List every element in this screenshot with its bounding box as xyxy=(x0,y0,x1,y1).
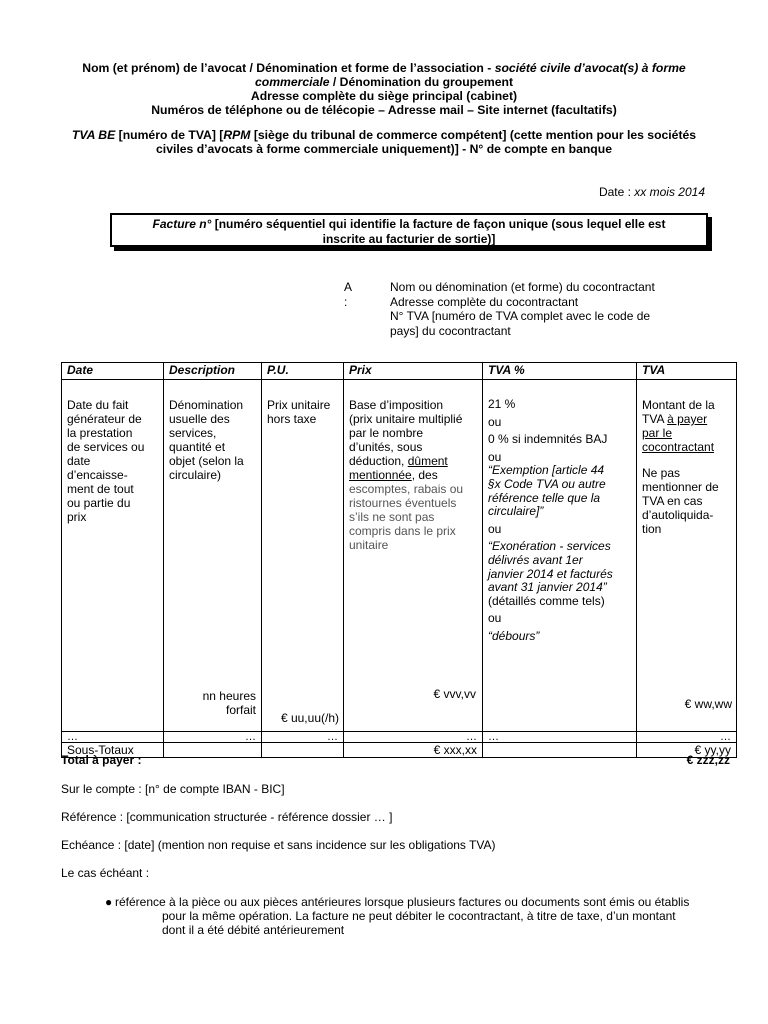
cell-text: date xyxy=(67,454,91,468)
col-header-date: Date xyxy=(62,363,164,380)
invoice-date xyxy=(599,185,705,199)
cell-text: d’unités, sous xyxy=(349,440,423,454)
cell-text: Dénomination xyxy=(169,398,244,412)
cell-text: mentionnée xyxy=(349,468,412,482)
date-value: xx mois 2014 xyxy=(634,185,705,199)
header-text: TVA BE xyxy=(71,128,116,142)
cell-text: Date du fait xyxy=(67,398,129,412)
cell-text: (prix unitaire multiplié xyxy=(349,412,463,426)
cell-dots: … xyxy=(344,732,483,743)
cell-text: de services ou xyxy=(67,440,145,454)
bullet-text: référence à la pièce ou aux pièces antérieures lorsque plusieurs factures ou documents sont émis ou établis xyxy=(115,895,690,909)
cell-text: mentionner de xyxy=(642,480,719,494)
col-header-tva: TVA xyxy=(637,363,737,380)
cell-text: objet (selon la xyxy=(169,454,244,468)
cell-text: Base d’imposition xyxy=(349,398,444,412)
cell-text: janvier 2014 et facturés xyxy=(488,566,613,581)
cell-text: TVA en cas xyxy=(642,494,703,508)
cell-dots: … xyxy=(483,732,637,743)
header-text: commerciale xyxy=(254,75,330,89)
cell-text: §x Code TVA ou autre xyxy=(488,476,606,491)
cell-dots: … xyxy=(262,732,344,743)
cell-text: escomptes, rabais ou xyxy=(349,482,464,496)
cell-text: ou partie du xyxy=(67,496,131,510)
col-header-pu: P.U. xyxy=(262,363,344,380)
cell-dots: … xyxy=(164,732,262,743)
cell-text: 0 % si indemnités BAJ xyxy=(488,432,608,447)
cell-text: 21 % xyxy=(488,397,516,411)
cell-description xyxy=(164,380,262,732)
cell-text: cocontractant xyxy=(642,440,715,454)
cell-date xyxy=(62,380,164,732)
cell-text: avant 31 janvier 2014” xyxy=(488,580,607,595)
header-text: civiles d’avocats à forme commerciale uniquement)] - N° de compte en banque xyxy=(156,142,612,156)
cell-prix xyxy=(344,380,483,732)
col-header-description: Description xyxy=(164,363,262,380)
header-address: Adresse complète du siège principal (cabinet) xyxy=(250,89,518,103)
cell-text: compris dans le prix xyxy=(349,524,456,538)
subtotal-label: Sous-Totaux xyxy=(62,743,164,758)
cell-text: circulaire) xyxy=(169,468,222,482)
invoice-number-box xyxy=(110,213,708,247)
cell-text: ristournes éventuels xyxy=(349,496,457,510)
table-row xyxy=(62,380,737,732)
cell-text: Prix unitaire xyxy=(267,398,331,412)
cell-text: ou xyxy=(488,521,502,536)
cell-text: circulaire]” xyxy=(488,504,544,519)
cell-tva-pct xyxy=(483,380,637,732)
cell-text: d’autoliquida- xyxy=(642,508,714,522)
bullet-icon: ● xyxy=(105,895,113,909)
recipient-line: Nom ou dénomination (et forme) du cocontractant xyxy=(390,280,655,294)
quantity-text xyxy=(203,689,256,717)
cell-text: prix xyxy=(67,510,87,524)
vat-header xyxy=(40,128,728,156)
header-text: RPM xyxy=(223,128,251,142)
cell-text: tion xyxy=(642,522,662,536)
cell-text: Ne pas xyxy=(642,466,681,480)
cell-text: ou xyxy=(488,611,502,626)
sender-header xyxy=(40,61,728,117)
table-header-row xyxy=(62,363,737,380)
subtotal-row xyxy=(62,743,737,758)
header-text: Nom (et prénom) de l’avocat / Dénomination et forme de l’association - xyxy=(82,61,495,75)
total-label: Total à payer : xyxy=(61,753,142,767)
unit-price-value: € uu,uu(/h) xyxy=(280,711,339,725)
cell-text: Montant de la xyxy=(642,398,715,412)
cell-text: , des xyxy=(411,468,438,482)
recipient-line: Adresse complète du cocontractant xyxy=(390,294,579,309)
header-contact: Numéros de téléphone ou de télécopie – Adresse mail – Site internet (facultatifs) xyxy=(151,103,617,117)
invoice-number-label: Facture n° xyxy=(152,217,212,231)
total-value: € zzz,zz xyxy=(686,753,730,767)
cell-text: services, xyxy=(169,426,217,440)
invoice-number-text: inscrite au facturier de sortie)] xyxy=(322,232,496,246)
subtotal-prix: € xxx,xx xyxy=(344,743,483,758)
invoice-number-text: [numéro séquentiel qui identifie la facture de façon unique (sous lequel elle est xyxy=(211,217,666,231)
price-value: € vvv,vv xyxy=(433,687,476,701)
cell-text: “Exonération - services xyxy=(488,539,611,554)
cell-empty xyxy=(164,743,262,758)
recipient-label: A : xyxy=(344,280,352,309)
cell-dots: … xyxy=(637,732,737,743)
cell-text: “Exemption [article 44 xyxy=(488,463,605,478)
cell-text: par le nombre xyxy=(349,426,424,440)
cell-text: la prestation xyxy=(67,426,133,440)
bullet-text: dont il a été débité antérieurement xyxy=(162,923,345,937)
reference-line: Référence : [communication structurée - référence dossier … ] xyxy=(61,810,393,824)
header-text: / Dénomination du groupement xyxy=(329,75,514,89)
cell-text: quantité et xyxy=(169,440,226,454)
cell-text: ou xyxy=(488,449,502,464)
cell-dots: … xyxy=(62,732,164,743)
col-header-prix: Prix xyxy=(344,363,483,380)
header-text: [siège du tribunal de commerce compétent] (cette mention pour les sociétés xyxy=(250,128,697,142)
cell-text: ou xyxy=(488,414,502,429)
cell-text: (détaillés comme tels) xyxy=(488,593,605,608)
col-header-tva-pct: TVA % xyxy=(483,363,637,380)
cell-text: délivrés avant 1er xyxy=(488,552,583,567)
cell-text: s’ils ne sont pas xyxy=(349,510,435,524)
recipient-line: pays] du cocontractant xyxy=(390,323,511,338)
table-row xyxy=(62,732,737,743)
date-label: Date : xyxy=(598,185,635,199)
cell-text: référence telle que la xyxy=(488,490,601,505)
cell-text: dûment xyxy=(407,454,448,468)
bullet-text: pour la même opération. La facture ne peut débiter le cocontractant, à titre de taxe, d’un montant xyxy=(162,909,676,923)
cell-empty xyxy=(262,743,344,758)
cell-text: usuelle des xyxy=(169,412,230,426)
cell-text: déduction, xyxy=(349,454,408,468)
cell-text: par le xyxy=(642,426,673,440)
due-date-line: Echéance : [date] (mention non requise et sans incidence sur les obligations TVA) xyxy=(61,838,496,852)
cell-text: ment de tout xyxy=(67,482,134,496)
cell-text: à payer xyxy=(667,412,708,426)
cell-empty xyxy=(483,743,637,758)
account-line: Sur le compte : [n° de compte IBAN - BIC] xyxy=(61,782,285,796)
cell-text: unitaire xyxy=(349,538,389,552)
header-text: société civile d’avocat(s) à forme xyxy=(494,61,686,75)
cell-text: nn heures xyxy=(202,689,256,703)
if-applicable-line: Le cas échéant : xyxy=(61,866,150,880)
subtotal-tva: € yy,yy xyxy=(637,743,737,758)
bullet-note xyxy=(105,895,745,937)
tva-value: € ww,ww xyxy=(684,697,732,711)
cell-pu xyxy=(262,380,344,732)
invoice-table xyxy=(61,362,737,758)
cell-text: d’encaisse- xyxy=(67,468,128,482)
cell-text: TVA xyxy=(642,412,668,426)
cell-text: hors taxe xyxy=(267,412,317,426)
cell-text: générateur de xyxy=(67,412,142,426)
cell-text: forfait xyxy=(225,703,256,717)
cell-text: “débours” xyxy=(488,628,540,643)
header-text: [numéro de TVA] [ xyxy=(115,128,224,142)
recipient-line: N° TVA [numéro de TVA complet avec le code de xyxy=(390,309,651,323)
cell-tva xyxy=(637,380,737,732)
